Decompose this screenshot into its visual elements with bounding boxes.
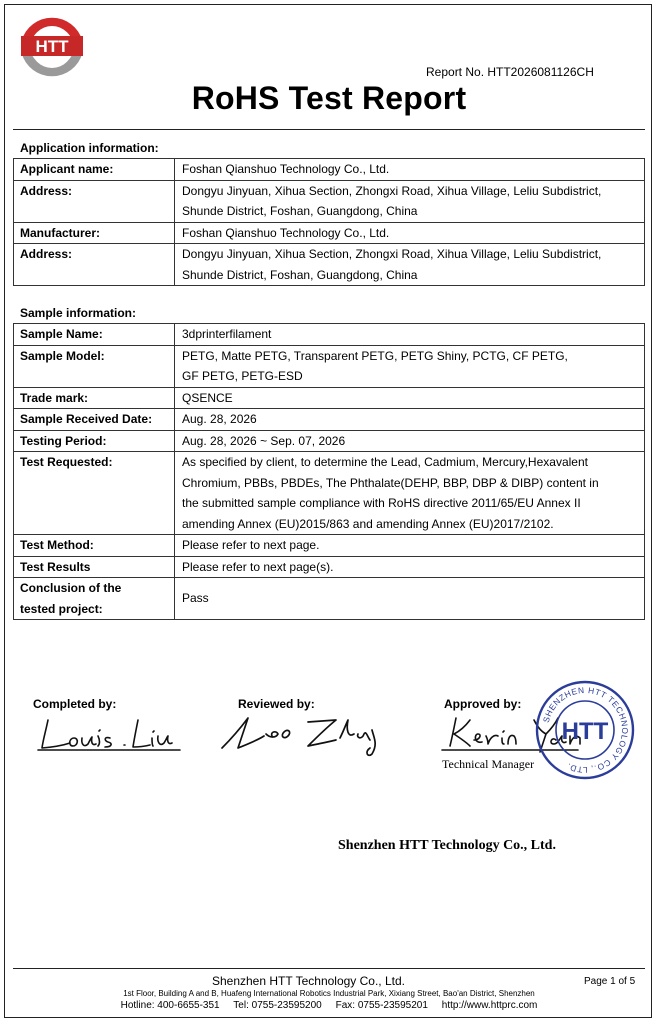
htt-logo [18, 12, 86, 80]
field-value: PETG, Matte PETG, Transparent PETG, PETG Shiny, PCTG, CF PETG, GF PETG, PETG-ESD [175, 345, 645, 387]
table-row [14, 180, 645, 222]
page-number: Page 1 of 5 [584, 976, 636, 987]
field-value: 3dprinterfilament [175, 324, 645, 346]
sample-heading: Sample information: [20, 306, 137, 320]
footer-contact: Hotline: 400-6655-351 Tel: 0755-23595200 Fax: 0755-23595201 http://www.httprc.com [120, 1000, 538, 1011]
field-value: Please refer to next page. [175, 535, 645, 557]
completed-by-label: Completed by: [33, 697, 117, 711]
approver-title: Technical Manager [442, 757, 535, 771]
table-row [14, 345, 645, 387]
application-table [13, 158, 645, 286]
table-row [14, 159, 645, 181]
field-value: Aug. 28, 2026 ~ Sep. 07, 2026 [175, 430, 645, 452]
field-label: Applicant name: [14, 159, 175, 181]
company-seal [534, 679, 636, 781]
field-value: Please refer to next page(s). [175, 556, 645, 578]
approved-by-label: Approved by: [444, 697, 522, 711]
footer-company: Shenzhen HTT Technology Co., Ltd. [211, 974, 405, 988]
field-label: Test Results [14, 556, 175, 578]
report-number: Report No. HTT2026081126CH [426, 65, 594, 79]
field-label: Test Requested: [14, 452, 175, 535]
logo-text: HTT [35, 37, 69, 56]
field-label: Address: [14, 180, 175, 222]
field-label: Conclusion of the tested project: [14, 578, 175, 620]
table-row [14, 244, 645, 286]
field-value: As specified by client, to determine the Lead, Cadmium, Mercury,Hexavalent Chromium, PBBs, PBDEs, The Phthalate(DEHP, BBP, DBP & DIBP) content in the submitted sample compliance with RoHS directive 2011/65/EU Annex II amending Annex (EU)2015/863 and amending Annex (EU)2017/2102. [175, 452, 645, 535]
field-label: Manufacturer: [14, 222, 175, 244]
footer-divider [13, 968, 645, 969]
footer-address: 1st Floor, Building A and B, Huafeng International Robotics Industrial Park, Xixiang Street, Bao'an District, Shenzhen [123, 989, 535, 998]
completed-signature [34, 712, 184, 756]
field-label: Sample Model: [14, 345, 175, 387]
field-label: Sample Received Date: [14, 409, 175, 431]
table-row [14, 535, 645, 557]
table-row [14, 222, 645, 244]
field-label: Test Method: [14, 535, 175, 557]
title-divider [13, 129, 645, 130]
field-value: Foshan Qianshuo Technology Co., Ltd. [175, 159, 645, 181]
sample-table [13, 323, 645, 620]
field-label: Sample Name: [14, 324, 175, 346]
field-value: Pass [175, 578, 645, 620]
document-title: RoHS Test Report [191, 80, 467, 116]
field-value: Dongyu Jinyuan, Xihua Section, Zhongxi Road, Xihua Village, Leliu Subdistrict, Shunde District, Foshan, Guangdong, China [175, 244, 645, 286]
signing-company: Shenzhen HTT Technology Co., Ltd. [338, 838, 556, 853]
table-row [14, 409, 645, 431]
field-value: Foshan Qianshuo Technology Co., Ltd. [175, 222, 645, 244]
reviewed-signature [218, 708, 388, 758]
table-row [14, 556, 645, 578]
table-row [14, 452, 645, 535]
field-value: Aug. 28, 2026 [175, 409, 645, 431]
table-row [14, 324, 645, 346]
field-value: QSENCE [175, 387, 645, 409]
field-label: Testing Period: [14, 430, 175, 452]
field-value: Dongyu Jinyuan, Xihua Section, Zhongxi Road, Xihua Village, Leliu Subdistrict, Shunde District, Foshan, Guangdong, China [175, 180, 645, 222]
table-row [14, 387, 645, 409]
application-heading: Application information: [20, 141, 159, 155]
seal-ring-text: SHENZHEN HTT TECHNOLOGY CO., LTD. [540, 684, 631, 776]
field-label: Address: [14, 244, 175, 286]
field-label: Trade mark: [14, 387, 175, 409]
table-row [14, 430, 645, 452]
seal-center-text: HTT [561, 718, 609, 745]
table-row [14, 578, 645, 620]
reviewed-by-label: Reviewed by: [238, 697, 315, 711]
